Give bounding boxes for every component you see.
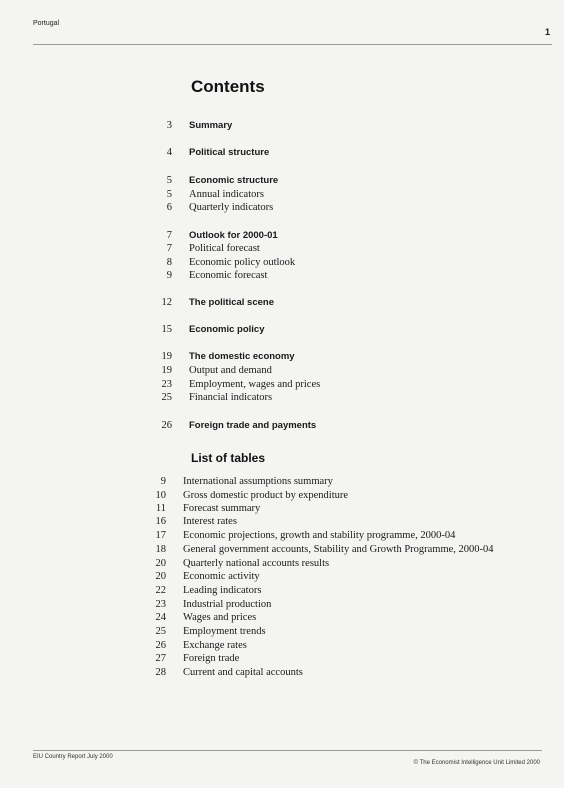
entry-label: Quarterly national accounts results (183, 558, 330, 569)
table-entry (0, 652, 564, 666)
entry-label: Foreign trade (183, 653, 240, 664)
entry-page-number: 19 (161, 365, 172, 376)
entry-page-number: 25 (161, 392, 172, 403)
table-entry (0, 666, 564, 680)
entry-label: Economic structure (189, 175, 279, 186)
contents-entry (0, 323, 564, 337)
table-entry (0, 611, 564, 625)
entry-label: Annual indicators (189, 189, 264, 200)
entry-page-number: 10 (155, 490, 166, 501)
contents-entry (0, 229, 564, 243)
contents-entry (0, 391, 564, 405)
header-rule (33, 44, 552, 45)
entry-page-number: 24 (155, 612, 166, 623)
entry-page-number: 9 (166, 270, 172, 281)
entry-page-number: 20 (155, 571, 166, 582)
entry-page-number: 23 (155, 599, 166, 610)
contents-entry (0, 296, 564, 310)
entry-page-number: 11 (155, 503, 166, 514)
entry-page-number: 25 (155, 626, 166, 637)
entry-label: Exchange rates (183, 640, 247, 651)
contents-entry (0, 378, 564, 392)
contents-entry (0, 188, 564, 202)
table-entry (0, 502, 564, 516)
entry-label: Interest rates (183, 516, 237, 527)
entry-label: Gross domestic product by expenditure (183, 490, 349, 501)
table-entry (0, 625, 564, 639)
contents-entry (0, 256, 564, 270)
entry-page-number: 16 (155, 516, 166, 527)
header-country: Portugal (33, 20, 60, 27)
entry-label: International assumptions summary (183, 476, 333, 487)
contents-entry (0, 146, 564, 160)
entry-label: Summary (189, 120, 233, 131)
entry-page-number: 22 (155, 585, 166, 596)
entry-page-number: 12 (161, 297, 172, 308)
entry-label: Economic policy outlook (189, 257, 296, 268)
entry-page-number: 3 (166, 120, 172, 131)
table-entry (0, 584, 564, 598)
entry-label: Quarterly indicators (189, 202, 274, 213)
contents-entry (0, 119, 564, 133)
entry-label: Wages and prices (183, 612, 257, 623)
contents-title: Contents (191, 77, 265, 96)
entry-page-number: 15 (161, 324, 172, 335)
footer-report-info: EIU Country Report July 2000 (33, 754, 113, 760)
entry-page-number: 8 (166, 257, 172, 268)
table-entry (0, 570, 564, 584)
entry-page-number: 5 (166, 189, 172, 200)
table-entry (0, 515, 564, 529)
entry-page-number: 27 (155, 653, 166, 664)
entry-page-number: 7 (166, 230, 172, 241)
table-entry (0, 557, 564, 571)
entry-label: Financial indicators (189, 392, 273, 403)
entry-label: Industrial production (183, 599, 272, 610)
entry-label: Output and demand (189, 365, 272, 376)
entry-page-number: 9 (160, 476, 166, 487)
entry-label: Outlook for 2000-01 (189, 230, 278, 241)
table-entry (0, 529, 564, 543)
entry-page-number: 7 (166, 243, 172, 254)
entry-label: Employment, wages and prices (189, 379, 321, 390)
entry-label: The political scene (189, 297, 274, 308)
entry-label: Economic projections, growth and stability programme, 2000-04 (183, 530, 456, 541)
entry-page-number: 4 (166, 147, 172, 158)
entry-label: Foreign trade and payments (189, 420, 317, 431)
entry-page-number: 18 (155, 544, 166, 555)
contents-entry (0, 364, 564, 378)
entry-page-number: 26 (155, 640, 166, 651)
contents-entry (0, 242, 564, 256)
entry-label: Current and capital accounts (183, 667, 303, 678)
entry-label: Economic policy (189, 324, 265, 335)
tables-title: List of tables (191, 451, 266, 465)
table-entry (0, 475, 564, 489)
entry-label: Economic activity (183, 571, 260, 582)
entry-page-number: 23 (161, 379, 172, 390)
entry-label: Political forecast (189, 243, 260, 254)
entry-label: Employment trends (183, 626, 266, 637)
entry-page-number: 6 (166, 202, 172, 213)
entry-page-number: 26 (161, 420, 172, 431)
contents-entry (0, 201, 564, 215)
contents-entry (0, 269, 564, 283)
entry-page-number: 19 (161, 351, 172, 362)
contents-entry (0, 419, 564, 433)
entry-page-number: 28 (155, 667, 166, 678)
entry-page-number: 17 (155, 530, 166, 541)
header-page-number: 1 (544, 27, 550, 37)
entry-page-number: 5 (166, 175, 172, 186)
contents-entry (0, 174, 564, 188)
table-entry (0, 639, 564, 653)
table-entry (0, 489, 564, 503)
table-entry (0, 598, 564, 612)
entry-page-number: 20 (155, 558, 166, 569)
table-entry (0, 543, 564, 557)
entry-label: The domestic economy (189, 351, 295, 362)
footer-rule (33, 750, 542, 751)
bleed-through-summary (206, 55, 210, 73)
entry-label: Forecast summary (183, 503, 261, 514)
entry-label: Political structure (189, 147, 270, 158)
entry-label: General government accounts, Stability and Growth Programme, 2000-04 (183, 544, 494, 555)
footer-copyright: © The Economist Intelligence Unit Limited 2000 (413, 760, 540, 766)
entry-label: Leading indicators (183, 585, 262, 596)
entry-label: Economic forecast (189, 270, 268, 281)
contents-entry (0, 350, 564, 364)
